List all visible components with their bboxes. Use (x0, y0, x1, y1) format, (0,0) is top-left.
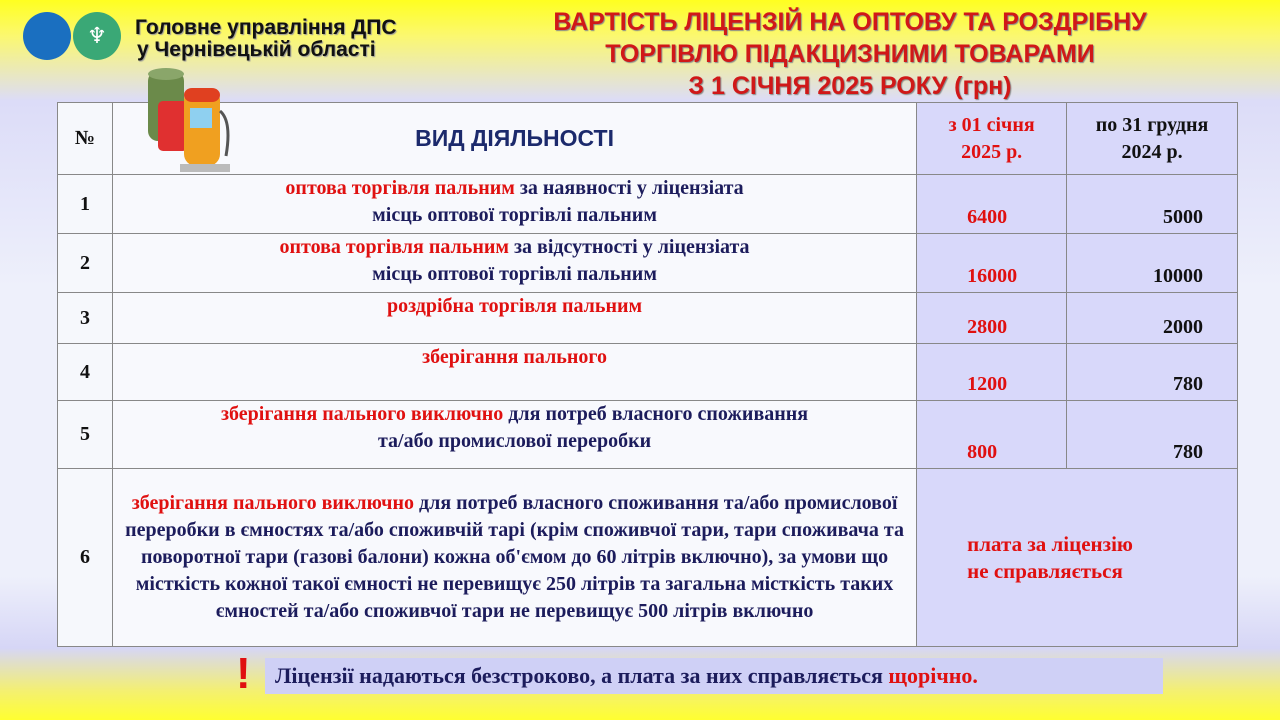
table-row (58, 293, 1238, 344)
row-number: 2 (58, 234, 113, 293)
license-fee-table (57, 102, 1238, 647)
title-line-1: ВАРТІСТЬ ЛІЦЕНЗІЙ НА ОПТОВУ ТА РОЗДРІБНУ (553, 8, 1147, 36)
fee-exempt-l2: не справляється (967, 558, 1123, 583)
activity-text: за відсутності у ліцензіата (508, 236, 750, 258)
table-row (58, 175, 1238, 234)
activity-cell (112, 175, 916, 234)
note-highlight: щорічно. (888, 663, 978, 688)
fee-2025: 800 (917, 401, 1067, 469)
activity-line2: місць оптової торгівлі пальним (372, 204, 657, 226)
fee-2024: 10000 (1067, 234, 1238, 293)
table-row (58, 469, 1238, 647)
title-line-3: З 1 СІЧНЯ 2025 РОКУ (грн) (688, 72, 1012, 100)
fee-exempt-l1: плата за ліцензію (967, 531, 1133, 556)
activity-highlight: роздрібна торгівля пальним (386, 295, 643, 317)
trident-emblem-icon: ♆ (73, 12, 121, 60)
organization-name (135, 17, 397, 61)
title-line-2: ТОРГІВЛЮ ПІДАКЦИЗНИМИ ТОВАРАМИ (605, 40, 1095, 68)
exclamation-icon: ! (236, 649, 251, 698)
page-title (440, 6, 1260, 102)
fee-2024: 780 (1067, 344, 1238, 401)
activity-cell (112, 293, 916, 344)
activity-cell (112, 469, 916, 647)
fee-2024: 780 (1067, 401, 1238, 469)
activity-cell (112, 401, 916, 469)
table-row (58, 401, 1238, 469)
activity-text: для потреб власного споживання та/або промислової переробки в ємностях та/або споживчій тарі (крім споживчої тари, тари споживача та поворотної тари (газові балони) кожна об'ємом до 60 літрів включно), за умови що місткість кожної такої ємності не перевищує 250 літрів та загальна місткість таких ємностей та/або споживчої тари не перевищує 500 літрів включно (125, 492, 904, 622)
fee-2025: 16000 (917, 234, 1067, 293)
activity-cell (112, 234, 916, 293)
org-line-1: Головне управління ДПС (135, 16, 397, 39)
table-row (58, 234, 1238, 293)
header-new-l1: з 01 січня (948, 113, 1035, 136)
activity-cell (112, 344, 916, 401)
note-banner (265, 658, 1163, 694)
activity-highlight: зберігання пального виключно (131, 492, 414, 514)
table-row (58, 344, 1238, 401)
fee-2024: 2000 (1067, 293, 1238, 344)
row-number: 6 (58, 469, 113, 647)
activity-highlight: зберігання пального (422, 346, 607, 368)
header-old-l2: 2024 р. (1121, 140, 1183, 163)
fee-2025: 1200 (917, 344, 1067, 401)
header-activity: ВИД ДІЯЛЬНОСТІ (112, 103, 916, 175)
org-line-2: у Чернівецькій області (137, 38, 376, 61)
activity-text: для потреб власного споживання (503, 403, 809, 425)
activity-line2: та/або промислової переробки (377, 430, 652, 452)
activity-highlight: оптова торгівля пальним (279, 236, 509, 258)
row-number: 1 (58, 175, 113, 234)
note-text: Ліцензії надаються безстроково, а плата за них справляється (275, 663, 889, 688)
header-old-l1: по 31 грудня (1095, 113, 1209, 136)
activity-text: за наявності у ліцензіата (514, 177, 744, 199)
header-num: № (58, 103, 113, 175)
activity-highlight: оптова торгівля пальним (285, 177, 515, 199)
fee-2024: 5000 (1067, 175, 1238, 234)
activity-line2: місць оптової торгівлі пальним (372, 263, 657, 285)
fee-2025: 2800 (917, 293, 1067, 344)
row-number: 5 (58, 401, 113, 469)
row-number: 4 (58, 344, 113, 401)
fee-2025: 6400 (917, 175, 1067, 234)
row-number: 3 (58, 293, 113, 344)
dps-logo (23, 12, 71, 60)
header-new-l2: 2025 р. (961, 140, 1023, 163)
fee-exempt (917, 469, 1238, 647)
activity-highlight: зберігання пального виключно (221, 403, 504, 425)
fuel-station-icon (140, 66, 240, 176)
